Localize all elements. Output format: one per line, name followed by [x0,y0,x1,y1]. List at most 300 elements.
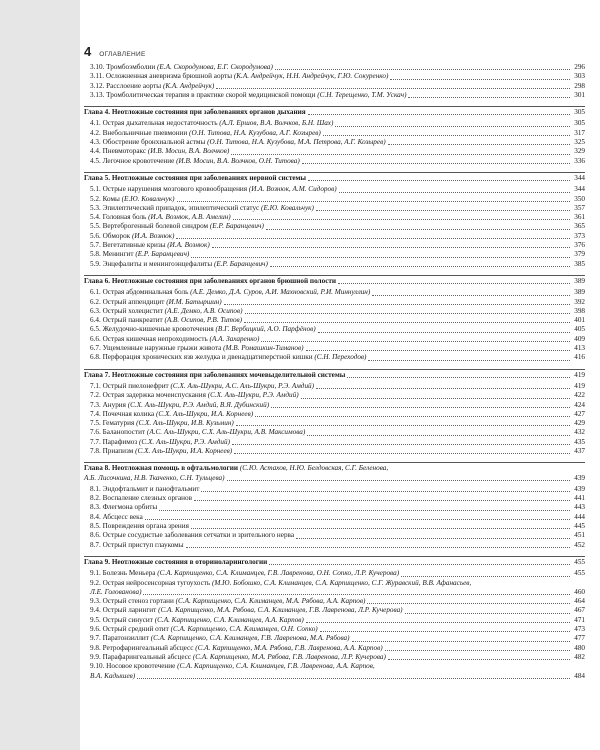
chapter-authors: (С.Ю. Астахов, Н.Ю. Белдовская, С.Г. Беленова, [239,464,389,473]
entry-text [90,204,314,213]
dot-leader [307,435,570,436]
page-ref: 422 [574,391,585,400]
page-ref: 441 [574,494,585,503]
page-number: 4 [84,44,92,59]
toc-entry[interactable] [84,522,585,531]
page-ref: 427 [574,409,585,418]
chapter-heading[interactable] [84,172,585,183]
toc-entry[interactable] [84,147,585,156]
entry-title: 5.7. Вегетативные кризы [90,241,166,250]
chapter-block [84,462,585,550]
entry-title: 9.2. Острая нейросенсорная тугоухость [90,578,211,587]
page-ref: 298 [574,81,585,90]
entry-title: 8.4. Абсцесс века [90,512,143,521]
dot-leader [308,180,570,181]
chapter-block [84,556,585,681]
dot-leader [145,519,570,520]
toc-entry[interactable] [84,298,585,307]
entry-authors: (С.А. Карпищенко, С.А. Климанцев, М.А. Рябова, А.А. Карпов) [175,597,366,606]
entry-authors: (И.А. Вознюк) [131,231,175,240]
entry-authors-continued: В.А. Кадышев) [90,671,136,680]
entry-title: 7.3. Анурия [90,400,126,409]
toc-entry-line [90,672,585,681]
entry-text [90,653,386,662]
toc-entry-line [90,588,585,597]
dot-leader [224,304,570,305]
chapter-block [84,275,585,363]
page-ref: 389 [574,288,585,297]
entry-authors: (С.А. Карпищенко, М.А. Рябова, Г.В. Лавренова, Л.Р. Кучерова) [192,652,386,661]
entry-authors: (С.А. Карпищенко, С.А. Климанцев, Г.В. Лавренова, М.А. Рябова) [150,634,350,643]
chapter-heading[interactable] [84,462,585,483]
toc-entry-line [90,662,585,671]
entry-title: 6.5. Желудочно-кишечные кровотечения [90,325,214,334]
entry-title: 9.3. Острый стеноз гортани [90,597,174,606]
page-ref: 480 [574,643,585,652]
entry-text [90,307,243,316]
entry-title: 5.3. Эпилептический припадок, эпилептический статус [90,203,260,212]
dot-leader [408,97,570,98]
toc-entry[interactable] [84,447,585,456]
entry-text [90,531,294,540]
entry-text [90,72,388,81]
entry-title: 9.10. Носовое кровотечение [90,662,176,671]
toc-entry[interactable] [84,541,585,550]
dot-leader [234,453,570,454]
entry-authors: (С.А. Карпищенко, М.А. Рябова, С.А. Климанцев, Г.В. Лавренова, Л.Р. Кучерова) [158,606,403,615]
dot-leader [233,219,570,220]
page-ref: 429 [574,419,585,428]
entry-authors: (И.В. Мосин, В.А. Волчков) [147,147,230,156]
page-ref: 379 [574,250,585,259]
entry-authors: (К.А. Андрейчук) [162,81,215,90]
dot-leader [275,69,570,70]
entry-authors: (Е.Р. Баранцевич) [135,250,190,259]
page-ref: 305 [574,119,585,128]
entry-authors: (С.Х. Аль-Шукри, И.А. Корнеев) [135,446,233,455]
chapter-heading[interactable] [84,369,585,380]
chapter-heading-line [84,464,585,473]
page-ref: 401 [574,316,585,325]
toc-entry[interactable] [84,625,585,634]
entry-title: 8.2. Воспаление слезных органов [90,494,193,503]
toc-entry[interactable] [84,344,585,353]
page-ref: 392 [574,297,585,306]
entry-title: 5.6. Обморок [90,231,131,240]
dot-leader [390,79,570,80]
chapter-heading-line [84,474,585,483]
entry-title: 9.1. Болезнь Меньера [90,569,156,578]
entry-text [90,513,143,522]
chapter-title: Глава 7. Неотложные состояния при заболеваниях мочевыделительной системы [84,370,346,379]
entry-title: 4.5. Легочное кровотечение [90,156,175,165]
entry-title: 6.8. Перфорация хронических язв желудка и двенадцатиперстной кишки [90,353,313,362]
chapter-page-ref: 344 [574,173,585,182]
entry-text [90,438,230,447]
dot-leader [405,613,570,614]
entry-authors: (С.Н. Терещенко, Т.М. Ускач) [317,90,407,99]
entry-authors: (И.В. Мосин, В.А. Волчков, О.Н. Титова) [176,156,300,165]
entry-text [90,428,305,437]
dot-leader [212,247,570,248]
dot-leader [318,332,570,333]
dot-leader [306,350,570,351]
entry-title: 6.3. Острый холецистит [90,306,163,315]
page-ref: 443 [574,503,585,512]
toc-entry[interactable] [84,185,585,194]
page-ref: 419 [574,381,585,390]
entry-title: 7.1. Острый пиелонефрит [90,381,169,390]
dot-leader [216,88,570,89]
dot-leader [372,295,570,296]
entry-authors: (И.А. Вознюк) [167,241,210,250]
toc-entry[interactable] [84,119,585,128]
page-ref: 460 [574,587,585,596]
entry-text [90,644,383,653]
page-ref: 451 [574,531,585,540]
toc-entry[interactable] [84,401,585,410]
toc-entry-line [90,579,585,588]
page-ref: 405 [574,325,585,334]
entry-text [90,298,222,307]
entry-title: 7.2. Острая задержка мочеиспускания [90,391,206,400]
page-ref: 303 [574,72,585,81]
entry-authors: (С.Х. Аль-Шукри, А.С. Аль-Шукри, Р.Э. Амдий) [170,381,315,390]
entry-authors: (В.Г. Вербицкий, А.О. Парфёнов) [215,325,316,334]
entry-title: 6.4. Острый панкреатит [90,316,163,325]
page-ref: 336 [574,156,585,165]
toc-entry[interactable] [84,195,585,204]
page-ref: 455 [574,569,585,578]
entry-title: 8.1. Эндофтальмит и панофтальмит [90,484,200,493]
entry-text [90,250,189,259]
dot-leader [176,238,570,239]
page-ref: 437 [574,446,585,455]
dot-leader [323,135,570,136]
chapter-block [84,369,585,457]
entry-authors: (О.Н. Титова, Н.А. Кузубова, М.А. Петрова, А.Г. Козырев) [207,138,386,147]
page-ref: 471 [574,615,585,624]
entry-text [90,335,259,344]
dot-leader [320,631,570,632]
chapter-heading[interactable] [84,106,585,117]
page-ref: 464 [574,597,585,606]
toc-entry[interactable] [84,325,585,334]
page-margin-band [0,0,80,750]
entry-text [90,325,316,334]
page-ref: 296 [574,63,585,71]
toc-entry[interactable] [84,129,585,138]
dot-leader [368,360,570,361]
toc-entry[interactable] [84,213,585,222]
entry-title: 5.2. Комы [90,194,120,203]
page-ref: 325 [574,138,585,147]
entry-authors: (К.А. Андрейчук, Н.Н. Андрейчук, Г.Ю. Сокуренко) [233,72,389,81]
page-ref: 484 [574,671,585,680]
entry-text [90,401,269,410]
entry-text [90,232,174,241]
dot-leader [137,678,570,679]
entry-title: 3.12. Расслоение аорты [90,81,162,90]
dot-leader [231,154,570,155]
entry-title: 5.4. Головная боль [90,213,147,222]
entry-title: 8.7. Острый приступ глаукомы [90,540,184,549]
toc-entry[interactable] [84,644,585,653]
entry-authors: (М.В. Ромашкин-Тиманов) [223,344,304,353]
dot-leader [186,547,570,548]
chapter-block [84,106,585,166]
entry-title: 4.3. Обострение бронхиальной астмы [90,138,206,147]
entry-title: 7.4. Почечная колика [90,409,155,418]
entry-text [90,195,175,204]
entry-text [90,616,304,625]
entry-authors: (О.Н. Титова, Н.А. Кузубова, А.Г. Козырев) [189,128,321,137]
toc-entry[interactable] [84,531,585,540]
entry-text [90,119,333,128]
page-ref: 416 [574,353,585,362]
toc-entry[interactable] [84,157,585,166]
toc-entry[interactable] [84,288,585,297]
entry-title: 3.13. Тромболитическая терапия в практике скорой медицинской помощи [90,90,316,99]
entry-title: 6.1. Острая абдоминальная боль [90,288,189,297]
entry-text [90,541,184,550]
toc-entry[interactable] [84,419,585,428]
toc-entry[interactable] [84,438,585,447]
entry-authors: (А.Е. Демко, Д.А. Суров, А.И. Махновский, Р.И. Миннуллин) [190,288,371,297]
entry-title: 5.8. Менингит [90,250,134,259]
dot-leader [347,377,570,378]
entry-text [90,222,264,231]
dot-leader [269,564,570,565]
entry-text [90,63,273,72]
entry-authors: (С.А. Карпищенко, С.А. Климанцев, Г.В. Лавренова, О.Н. Сопко, Л.Р. Кучерова) [157,569,400,578]
entry-authors: (И.А. Вознюк, А.В. Амелин) [148,213,231,222]
page-ref: 445 [574,522,585,531]
dot-leader [308,114,570,115]
toc-entry[interactable] [84,260,585,269]
entry-title: 8.3. Флегмона орбиты [90,503,158,512]
entry-title: 7.6. Баланопостит [90,428,146,437]
section-3-continued [84,63,585,100]
entry-title: 9.6. Острый средний отит [90,625,169,634]
chapter-authors-continued: А.Б. Лисочкина, Н.В. Ткаченко, С.Н. Тульцева) [84,473,225,482]
dot-leader [316,388,570,389]
toc-entry[interactable] [84,82,585,91]
dot-leader [245,313,570,314]
entry-title: 5.9. Энцефалиты и менингоэнцефалиты [90,259,213,268]
page-ref: 424 [574,400,585,409]
page-ref: 432 [574,428,585,437]
toc-entry[interactable] [84,391,585,400]
dot-leader [177,201,570,202]
page-ref: 473 [574,625,585,634]
toc-entry[interactable] [84,72,585,81]
toc-entry[interactable] [84,335,585,344]
toc-entry[interactable] [84,250,585,259]
entry-text [90,382,314,391]
dot-leader [244,322,570,323]
page-ref: 398 [574,306,585,315]
entry-text [90,213,231,222]
chapter-page-ref: 305 [574,108,585,117]
entry-text [90,606,403,615]
dot-leader [385,650,570,651]
entry-text [90,147,229,156]
entry-authors: (Е.Р. Баранцевич) [209,222,264,231]
entry-text [90,503,157,512]
entry-text [90,316,242,325]
page-header [84,44,146,59]
dot-leader [401,576,570,577]
chapter-title: Глава 6. Неотложные состояния при заболеваниях органов брюшной полости [84,276,337,285]
entry-title: 7.8. Приапизм [90,446,134,455]
toc-entry[interactable] [84,503,585,512]
toc-entry[interactable] [84,307,585,316]
entry-authors: (Е.Ю. Ковальчук) [121,194,175,203]
entry-title: 8.5. Повреждения органа зрения [90,522,189,531]
entry-text [90,625,318,634]
chapter-page-ref: 455 [574,557,585,566]
entry-authors: (С.А. Карпищенко, С.А. Климанцев, О.Н. Сопко) [170,625,318,634]
toc-entry[interactable] [84,513,585,522]
entry-authors-continued: Л.Е. Голованова) [90,587,142,596]
page-ref: 467 [574,606,585,615]
page-ref: 301 [574,90,585,99]
toc-entry[interactable] [84,241,585,250]
entry-title: 5.1. Острые нарушения мозгового кровообращения [90,185,248,194]
dot-leader [261,341,570,342]
entry-title: 4.4. Пневмоторакс [90,147,147,156]
dot-leader [232,444,570,445]
entry-authors: (Е.Ю. Ковальчук) [261,203,314,212]
toc-entry[interactable] [84,316,585,325]
running-header-title: ОГЛАВЛЕНИЕ [99,51,146,58]
entry-authors: (С.А. Карпищенко, С.А. Климанцев, Г.В. Лавренова, А.А. Карпов, [177,662,375,671]
entry-authors: (А.А. Захаренко) [209,334,260,343]
toc-entry[interactable] [84,579,585,598]
toc-entry[interactable] [84,597,585,606]
toc-entry[interactable] [84,222,585,231]
page-ref: 413 [574,344,585,353]
toc-entry[interactable] [84,204,585,213]
entry-title: 3.10. Тромбоэмболии [90,63,156,71]
toc-entry[interactable] [84,662,585,681]
entry-text [90,91,406,100]
entry-text [90,344,304,353]
entry-authors: (С.А. Карпищенко, С.А. Климанцев, А.А. Карпов) [154,615,304,624]
toc-entry[interactable] [84,485,585,494]
table-of-contents [84,63,585,681]
entry-title: 7.7. Парафимоз [90,437,138,446]
toc-entry[interactable] [84,91,585,100]
entry-authors: (А.С. Аль-Шукри, С.Х. Аль-Шукри, А.В. Максимова) [146,428,306,437]
dot-leader [271,407,570,408]
chapter-title: Глава 5. Неотложные состояния при заболеваниях нервной системы [84,173,307,182]
entry-title: 4.2. Внебольничные пневмонии [90,128,188,137]
toc-entry[interactable] [84,428,585,437]
entry-text [90,447,232,456]
entry-title: 9.4. Острый ларингит [90,606,157,615]
page-ref: 317 [574,128,585,137]
dot-leader [236,425,570,426]
page-ref: 444 [574,512,585,521]
chapter-block [84,172,585,269]
toc-entry[interactable] [84,410,585,419]
page-ref: 357 [574,203,585,212]
entry-authors: (С.Н. Переходов) [314,353,367,362]
toc-entry[interactable] [84,606,585,615]
dot-leader [367,603,570,604]
entry-authors: (С.Х. Аль-Шукри, И.А. Корнеев) [156,409,254,418]
entry-title: 6.6. Острая кишечная непроходимость [90,334,208,343]
entry-title: 4.1. Острая дыхательная недостаточность [90,119,218,128]
dot-leader [201,491,570,492]
entry-authors: (С.Х. Аль-Шукри, Р.Э. Амдий) [139,437,230,446]
toc-entry[interactable] [84,232,585,241]
entry-text [90,82,214,91]
toc-entry[interactable] [84,616,585,625]
entry-text [90,569,399,578]
entry-text [90,138,386,147]
dot-leader [301,398,570,399]
dot-leader [159,510,570,511]
entry-authors: (А.Л. Ершов, В.А. Волчков, Б.Н. Шах) [219,119,334,128]
page-ref: 439 [574,484,585,493]
entry-title: 8.6. Острые сосудистые заболевания сетчатки и зрительного нерва [90,531,295,540]
entry-text [90,185,337,194]
toc-entry[interactable] [84,353,585,362]
dot-leader [191,257,570,258]
entry-authors: (Е.Р. Баранцевич) [213,259,268,268]
toc-entry[interactable] [84,138,585,147]
page-ref: 452 [574,540,585,549]
dot-leader [352,641,570,642]
entry-text [90,391,299,400]
chapter-page-ref: 439 [574,473,585,482]
entry-text [90,634,350,643]
dot-leader [266,229,570,230]
chapter-list [84,106,585,681]
entry-text [90,260,268,269]
page-ref: 365 [574,222,585,231]
toc-entry[interactable] [84,634,585,643]
entry-authors: (И.А. Вознюк, А.М. Сидоров) [248,185,337,194]
dot-leader [296,538,570,539]
dot-leader [255,416,570,417]
entry-title: 9.9. Парафарингеальный абсцесс [90,652,192,661]
chapter-title: Глава 4. Неотложные состояния при заболеваниях органов дыхания [84,108,306,117]
entry-text [90,597,365,606]
entry-text [90,494,192,503]
dot-leader [338,283,570,284]
toc-entry[interactable] [84,63,585,72]
dot-leader [306,622,570,623]
page-ref: 409 [574,334,585,343]
entry-authors: (И.М. Батыршин) [166,297,222,306]
toc-entry[interactable] [84,569,585,578]
entry-authors: (С.А. Карпищенко, М.А. Рябова, Г.В. Лавренова, А.А. Карпов) [195,643,383,652]
dot-leader [227,480,570,481]
toc-entry[interactable] [84,494,585,503]
toc-entry[interactable] [84,653,585,662]
dot-leader [388,144,570,145]
dot-leader [335,126,570,127]
toc-entry[interactable] [84,382,585,391]
chapter-heading[interactable] [84,556,585,567]
entry-title: 9.7. Паратонзиллит [90,634,149,643]
chapter-heading[interactable] [84,275,585,286]
page-ref: 329 [574,147,585,156]
